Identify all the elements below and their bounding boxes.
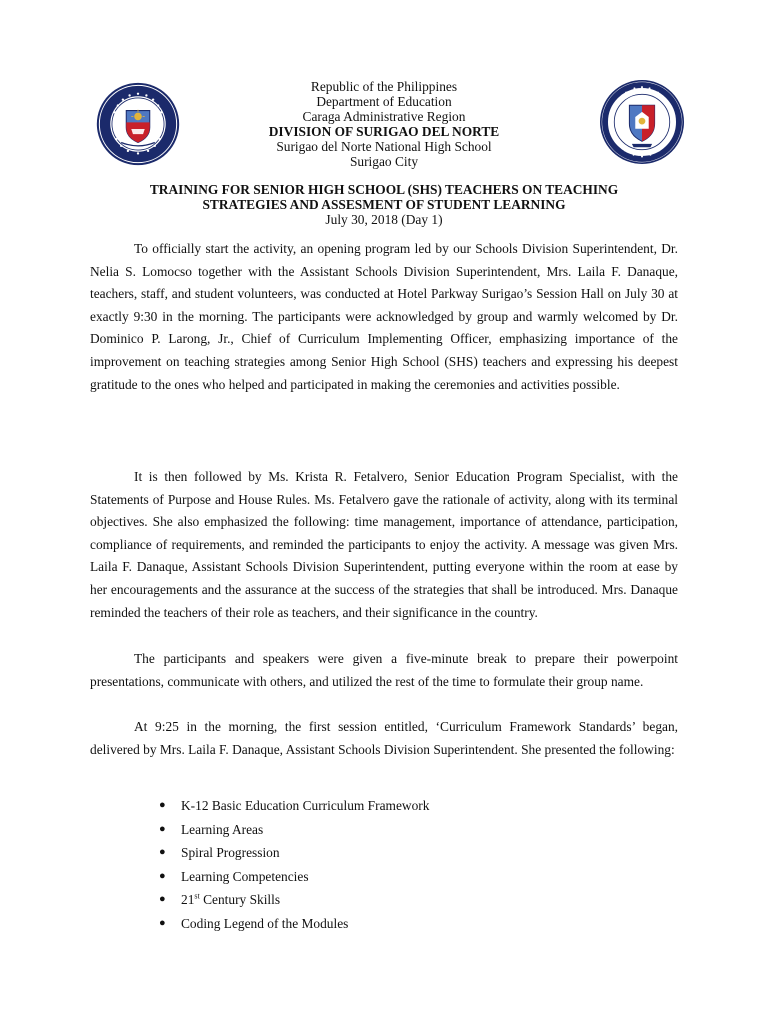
header-city: Surigao City [349, 154, 419, 169]
header-department: Department of Education [316, 94, 452, 109]
list-item [156, 912, 429, 936]
header-region: Caraga Administrative Region [302, 109, 466, 124]
deped-division-seal-logo [96, 82, 180, 166]
paragraph-break [90, 648, 678, 693]
bullet-icon: ● [159, 799, 166, 811]
list-item-text: Learning Areas [181, 821, 264, 837]
title-date: July 30, 2018 (Day 1) [325, 212, 443, 227]
paragraph-opening-program [90, 238, 678, 396]
list-item-text: Spiral Progression [181, 845, 280, 861]
session-topics-list [156, 794, 429, 936]
list-item [156, 794, 429, 818]
list-item [156, 818, 429, 842]
list-item [156, 865, 429, 889]
bullet-icon: ● [159, 846, 166, 859]
paragraph-first-session [90, 716, 678, 761]
list-item-text: Century Skills [199, 892, 281, 908]
list-item-text: Learning Competencies [181, 868, 309, 884]
list-item [156, 841, 429, 865]
bullet-icon: ● [159, 893, 166, 906]
paragraph-4-text: At 9:25 in the morning, the first session entitled, ‘Curriculum Framework Standards’ began, delivered by Mrs. Laila F. Danaque, Assistant Schools Division Superintendent. She presented the following: [90, 719, 678, 757]
document-title [90, 182, 678, 227]
paragraph-3-text: The participants and speakers were given a five-minute break to prepare their powerpoint presentations, communicate with others, and utilized the rest of the time to formulate their group name. [90, 651, 678, 689]
header-division: DIVISION OF SURIGAO DEL NORTE [268, 124, 500, 139]
list-item [156, 888, 429, 912]
bullet-icon: ● [159, 869, 166, 882]
letterhead [180, 79, 588, 169]
title-line-2: STRATEGIES AND ASSESMENT OF STUDENT LEARNING [202, 197, 566, 212]
header-republic: Republic of the Philippines [310, 79, 458, 94]
bullet-icon: ● [159, 916, 166, 929]
bullet-icon: ● [159, 822, 166, 835]
list-item-number: 21 [181, 892, 195, 908]
kagawaran-ng-edukasyon-seal-logo [600, 80, 684, 164]
paragraph-statements-of-purpose [90, 466, 678, 624]
list-item-text: Coding Legend of the Modules [181, 915, 349, 931]
list-item-superscript: st [194, 891, 200, 901]
header-school: Surigao del Norte National High School [276, 139, 492, 154]
title-line-1: TRAINING FOR SENIOR HIGH SCHOOL (SHS) TEACHERS ON TEACHING [149, 182, 619, 197]
paragraph-1-text: To officially start the activity, an opening program led by our Schools Division Superintendent, Dr. Nelia S. Lomocso together with the Assistant Schools Division Superintendent, Mrs. Laila F. Danaque, teachers, staff, and student volunteers, was conducted at Hotel Parkway Surigao’s Session Hall on July 30 at exactly 9:30 in the morning. The participants were acknowledged by group and warmly welcomed by Dr. Dominico P. Larong, Jr., Chief of Curriculum Implementing Officer, emphasizing importance of the improvement on teaching strategies among Senior High School (SHS) teachers and expressing his deepest gratitude to the ones who helped and participated in making the ceremonies and activities possible. [90, 241, 678, 392]
list-item-text: K-12 Basic Education Curriculum Framework [181, 798, 430, 813]
paragraph-2-text: It is then followed by Ms. Krista R. Fetalvero, Senior Education Program Specialist, with the Statements of Purpose and House Rules. Ms. Fetalvero gave the rationale of activity, along with its terminal objectives. She also emphasized the following: time management, importance of attendance, participation, compliance of requirements, and reminded the participants to enjoy the activity. A message was given Mrs. Laila F. Danaque, Assistant Schools Division Superintendent, putting everyone within the room at ease by her encouragements and the assurance at the success of the strategies that shall be introduced. Mrs. Danaque reminded the teachers of their role as teachers, and their significance in the country. [90, 469, 678, 620]
